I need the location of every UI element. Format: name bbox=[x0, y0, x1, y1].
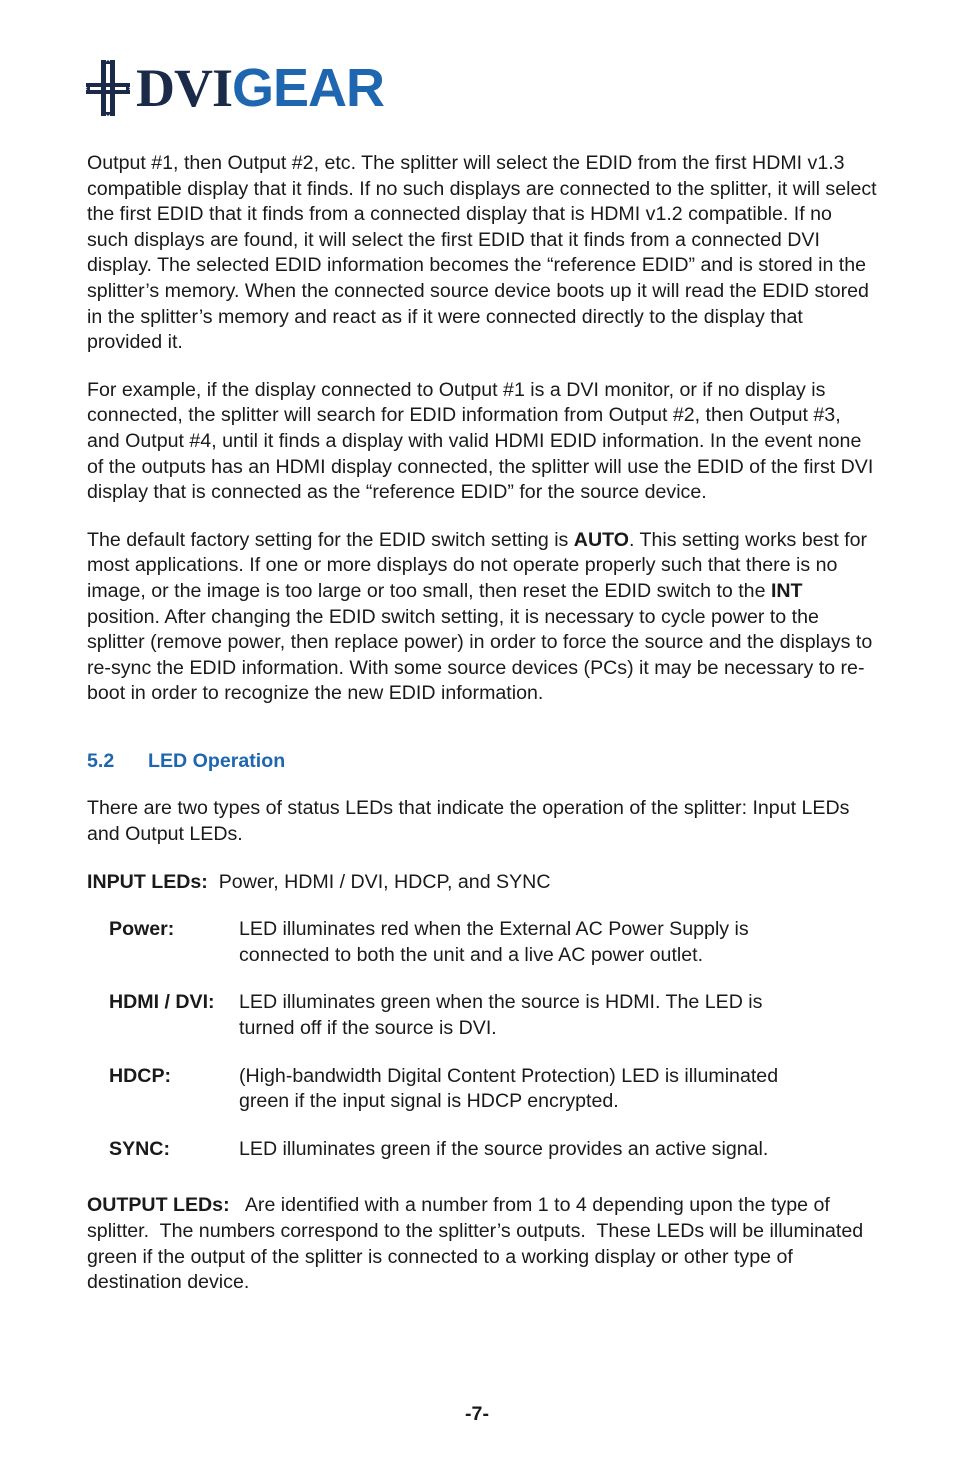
paragraph-led-intro: There are two types of status LEDs that indicate the operation of the splitter: Input LEDs and Output LEDs. bbox=[87, 797, 850, 846]
logo-dvi-text: DVI bbox=[136, 58, 233, 118]
led-desc: LED illuminates green if the source provides an active signal. bbox=[239, 1137, 769, 1160]
led-term: HDMI / DVI: bbox=[109, 991, 215, 1014]
section-heading bbox=[87, 749, 877, 775]
led-term: HDCP: bbox=[109, 1064, 172, 1087]
int-keyword: INT bbox=[770, 579, 803, 602]
page-number: -7- bbox=[465, 1403, 489, 1425]
section-number: 5.2 bbox=[87, 749, 115, 772]
cross-logo-icon bbox=[86, 60, 130, 116]
paragraph-output-leds: OUTPUT LEDs: Are identified with a number from 1 to 4 depending upon the type of splitter. The numbers correspond to the splitter’s outputs. These LEDs will be illuminated green if the output of the splitter is connected to a working display or other type of destination device. bbox=[87, 1194, 869, 1294]
led-desc: (High-bandwidth Digital Content Protection) LED is illuminated green if the input signal is HDCP encrypted. bbox=[239, 1064, 779, 1113]
brand-logo bbox=[86, 58, 384, 118]
led-desc: LED illuminates green when the source is HDMI. The LED is turned off if the source is DVI. bbox=[239, 991, 763, 1040]
logo-gear-text: GEAR bbox=[232, 58, 385, 118]
output-leds-label: OUTPUT LEDs: bbox=[87, 1194, 230, 1217]
led-term: Power: bbox=[109, 918, 175, 941]
paragraph-example: For example, if the display connected to Output #1 is a DVI monitor, or if no display is connected, the splitter will search for EDID information from Output #2, then Output #3, and Output #4, until it finds a display with valid HDMI EDID information. In the event none of the outputs has an HDMI display connected, the splitter will use the EDID of the first DVI display that is connected as the “reference EDID” for the source device. bbox=[87, 378, 874, 504]
led-item-hdcp bbox=[109, 1064, 877, 1115]
led-desc: LED illuminates red when the External AC Power Supply is connected to both the unit and a live AC power outlet. bbox=[239, 918, 749, 966]
section-title: LED Operation bbox=[148, 749, 286, 772]
led-item-hdmi-dvi bbox=[109, 990, 877, 1041]
input-leds-label: INPUT LEDs: bbox=[87, 870, 208, 893]
led-term: SYNC: bbox=[109, 1137, 170, 1160]
paragraph-default-setting: The default factory setting for the EDID switch setting is AUTO. This setting works best for most applications. If one or more displays do not operate properly such that there is no image, or the image is too large or too small, then reset the EDID switch to the INT position. After changing the EDID switch setting, it is necessary to cycle power to the splitter (remove power, then replace power) in order to force the source and the displays to re-sync the EDID information. With some source devices (PCs) it may be necessary to re-boot in order to recognize the new EDID information. bbox=[87, 528, 873, 705]
paragraph-edid-priority: Output #1, then Output #2, etc. The splitter will select the EDID from the first HDMI v1.3 compatible display that it finds. If no such displays are connected to the splitter, it will select the first EDID that it finds from a connected display that is HDMI v1.2 compatible. If no such displays are found, it will select the first EDID that it finds from a connected DVI display. The selected EDID information becomes the “reference EDID” and is stored in the splitter’s memory. When the connected source device boots up it will read the EDID stored in the splitter’s memory and react as if it were connected directly to the display that provided it. bbox=[87, 152, 877, 354]
auto-keyword: AUTO bbox=[573, 528, 629, 551]
input-leds-line: INPUT LEDs: Power, HDMI / DVI, HDCP, and SYNC bbox=[87, 870, 551, 893]
document-body bbox=[87, 151, 877, 1296]
led-item-power bbox=[109, 917, 877, 968]
led-item-sync bbox=[109, 1137, 877, 1163]
